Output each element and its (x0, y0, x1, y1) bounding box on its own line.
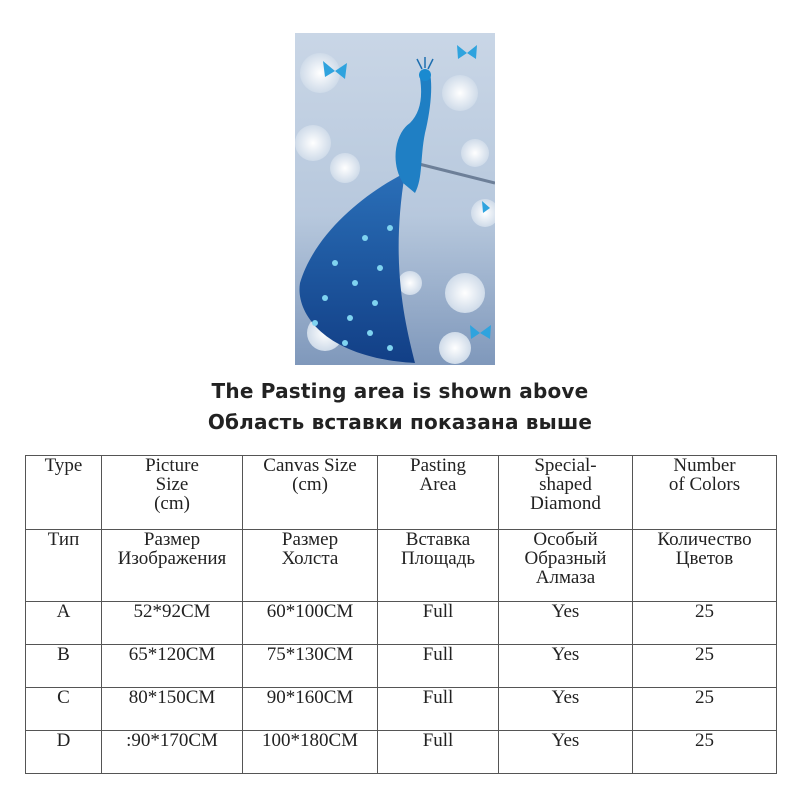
size-spec-table (25, 455, 777, 774)
peacock-head (419, 69, 431, 81)
cell-picture-size: 52*92CM (102, 602, 243, 645)
table-row (26, 602, 777, 645)
header-number-colors-ru: Количество Цветов (633, 530, 777, 602)
cell-pasting-area: Full (378, 645, 499, 688)
table-row (26, 731, 777, 774)
cell-special-diamond: Yes (499, 731, 633, 774)
header-number-colors: Number of Colors (633, 456, 777, 530)
cell-picture-size: 65*120CM (102, 645, 243, 688)
caption-russian: Область вставки показана выше (207, 410, 593, 434)
header-pasting-area: Pasting Area (378, 456, 499, 530)
cell-canvas-size: 100*180CM (243, 731, 378, 774)
cell-special-diamond: Yes (499, 688, 633, 731)
cell-number-colors: 25 (633, 731, 777, 774)
cell-type: C (26, 688, 102, 731)
cell-special-diamond: Yes (499, 645, 633, 688)
header-special-diamond-ru: Особый Образный Алмаза (499, 530, 633, 602)
table-row (26, 645, 777, 688)
cell-type: D (26, 731, 102, 774)
table-row (26, 688, 777, 731)
cell-canvas-size: 60*100CM (243, 602, 378, 645)
cell-pasting-area: Full (378, 688, 499, 731)
header-row-russian (26, 530, 777, 602)
header-picture-size: Picture Size (cm) (102, 456, 243, 530)
cell-picture-size: :90*170CM (102, 731, 243, 774)
cell-pasting-area: Full (378, 602, 499, 645)
header-pasting-area-ru: Вставка Площадь (378, 530, 499, 602)
cell-special-diamond: Yes (499, 602, 633, 645)
header-type-ru: Тип (26, 530, 102, 602)
cell-type: A (26, 602, 102, 645)
header-picture-size-ru: Размер Изображения (102, 530, 243, 602)
header-special-diamond: Special- shaped Diamond (499, 456, 633, 530)
peacock-painting (295, 33, 495, 365)
cell-type: B (26, 645, 102, 688)
caption-english: The Pasting area is shown above (211, 379, 589, 403)
cell-picture-size: 80*150CM (102, 688, 243, 731)
cell-canvas-size: 90*160CM (243, 688, 378, 731)
header-canvas-size: Canvas Size (cm) (243, 456, 378, 530)
header-row-english (26, 456, 777, 530)
cell-number-colors: 25 (633, 645, 777, 688)
cell-number-colors: 25 (633, 602, 777, 645)
cell-canvas-size: 75*130CM (243, 645, 378, 688)
cell-number-colors: 25 (633, 688, 777, 731)
header-canvas-size-ru: Размер Холста (243, 530, 378, 602)
cell-pasting-area: Full (378, 731, 499, 774)
header-type: Type (26, 456, 102, 530)
